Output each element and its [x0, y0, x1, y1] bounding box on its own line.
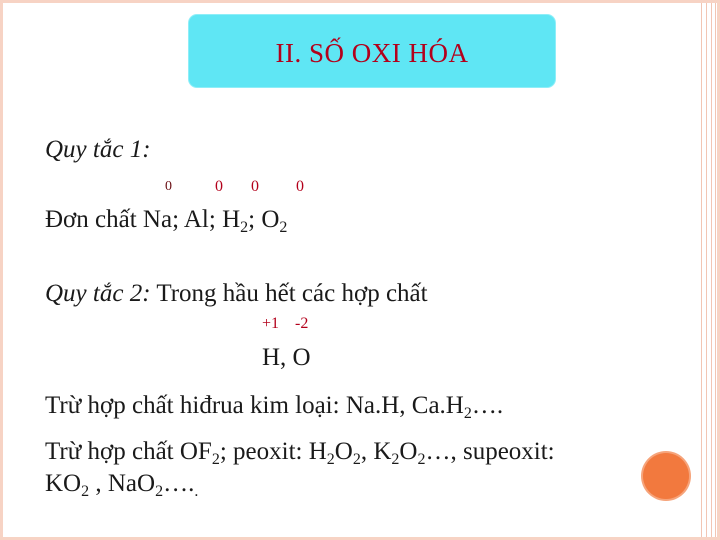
- decorative-rule: [701, 3, 702, 537]
- oxidation-number-o: -2: [295, 315, 309, 332]
- text-segment: ….: [163, 470, 195, 497]
- oxidation-number-o2: 0: [296, 178, 304, 195]
- oxidation-number-na: 0: [165, 179, 172, 194]
- subscript: 2: [155, 483, 164, 500]
- oxidation-number-h: +1: [262, 315, 280, 332]
- text-segment: KO: [45, 470, 82, 497]
- subscript: 2: [279, 219, 288, 236]
- subscript: 2: [211, 451, 220, 468]
- text-segment: O: [334, 438, 353, 465]
- exception-peroxide-line2: [45, 470, 199, 500]
- decorative-circle-icon: [643, 453, 689, 499]
- text-segment: , K: [360, 438, 392, 465]
- oxidation-number-h2: 0: [251, 178, 259, 195]
- exception-hydride: [45, 392, 504, 422]
- subscript: 2: [240, 219, 249, 236]
- subscript: 2: [326, 451, 335, 468]
- text-segment: …, supeoxit:: [425, 438, 555, 465]
- subscript: 2: [391, 451, 400, 468]
- subscript: 2: [417, 451, 426, 468]
- rule2-elements: H, O: [262, 344, 311, 371]
- rule1-text: [45, 206, 288, 236]
- rule1-text-prefix: Đơn chất Na; Al; H: [45, 206, 241, 233]
- subscript: 2: [463, 405, 472, 422]
- decorative-rule: [706, 3, 707, 537]
- rule2-text: Trong hầu hết các hợp chất: [150, 280, 428, 307]
- text-segment: Trừ hợp chất OF: [45, 438, 212, 465]
- exception-hydride-text: Trừ hợp chất hiđrua kim loại: Na.H, Ca.H: [45, 392, 464, 419]
- decorative-rule: [711, 3, 712, 537]
- text-segment: O: [399, 438, 418, 465]
- subscript: 2: [81, 483, 90, 500]
- text-segment: , NaO: [89, 470, 156, 497]
- title-box: [189, 15, 555, 87]
- text-segment: ; peoxit: H: [219, 438, 327, 465]
- trailing-dot: .: [194, 483, 199, 500]
- subscript: 2: [352, 451, 361, 468]
- exception-peroxide-line1: [45, 438, 555, 468]
- rule1-label: Quy tắc 1:: [45, 136, 151, 163]
- rule1-text-mid: ; O: [248, 206, 280, 233]
- rule2-label: Quy tắc 2:: [45, 280, 151, 307]
- decorative-rule: [715, 3, 716, 537]
- exception-hydride-suffix: ….: [471, 392, 504, 419]
- slide-title: II. SỐ OXI HÓA: [275, 37, 469, 68]
- oxidation-number-al: 0: [215, 178, 223, 195]
- rule2-line: [45, 281, 428, 306]
